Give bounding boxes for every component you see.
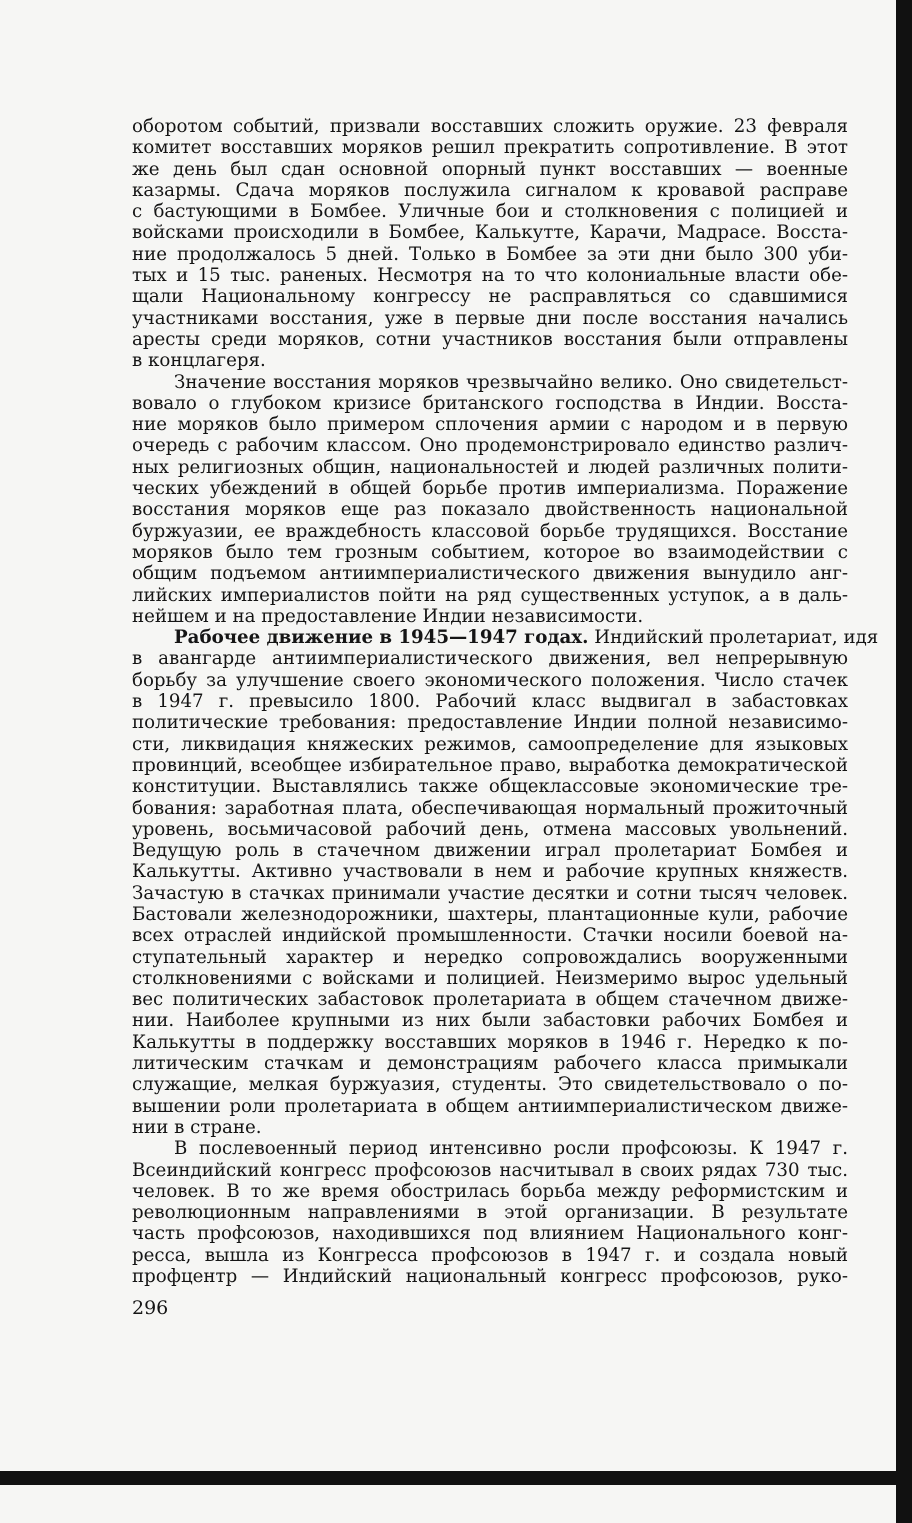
scan-border-bottom bbox=[0, 1471, 912, 1485]
text-line: В послевоенный период интенсивно росли профсоюзы. К 1947 г. bbox=[174, 1138, 848, 1160]
text-line: Ведущую роль в стачечном движении играл пролетариат Бомбея и bbox=[132, 840, 848, 862]
text-line: вес политических забастовок пролетариата в общем стачечном движе- bbox=[132, 989, 848, 1011]
text-line: вовало о глубоком кризисе британского господства в Индии. Восста- bbox=[132, 392, 848, 414]
text-line: оборотом событий, призвали восставших сложить оружие. 23 февраля bbox=[132, 116, 848, 137]
text-line: в авангарде антиимпериалистического движения, вел непрерывную bbox=[132, 648, 848, 670]
text-line: ние моряков было примером сплочения армии с народом и в первую bbox=[132, 414, 848, 436]
text-line: ческих убеждений в общей борьбе против империализма. Поражение bbox=[132, 478, 848, 500]
text-line: сти, ликвидация княжеских режимов, самоопределение для языковых bbox=[132, 733, 848, 755]
paragraph-2 bbox=[132, 372, 848, 628]
text-line: буржуазии, ее враждебность классовой борьбе трудящихся. Восстание bbox=[132, 520, 848, 542]
text-line: профцентр — Индийский национальный конгресс профсоюзов, руко- bbox=[132, 1266, 848, 1288]
text-line: Значение восстания моряков чрезвычайно велико. Оно свидетельст- bbox=[174, 371, 848, 393]
text-line: в концлагеря. bbox=[132, 350, 266, 372]
text-line: ступательный характер и нередко сопровождались вооруженными bbox=[132, 946, 848, 968]
text-line: человек. В то же время обострилась борьба между реформистским и bbox=[132, 1180, 848, 1202]
text-line: восстания моряков еще раз показало двойственность национальной bbox=[132, 499, 848, 521]
text-line: очередь с рабочим классом. Оно продемонстрировало единство различ- bbox=[132, 435, 848, 457]
text-line: провинций, всеобщее избирательное право, выработка демократической bbox=[132, 754, 848, 776]
text-line: войсками происходили в Бомбее, Калькутте, Карачи, Мадрасе. Восста- bbox=[132, 222, 848, 244]
text-line: ных религиозных общин, национальностей и людей различных полити- bbox=[132, 456, 848, 478]
text-line: щали Национальному конгрессу не расправляться со сдавшимися bbox=[132, 286, 848, 308]
text-line: комитет восставших моряков решил прекратить сопротивление. В этот bbox=[132, 137, 848, 159]
scan-border-right bbox=[896, 0, 912, 1523]
section-heading: Рабочее движение в 1945—1947 годах. bbox=[174, 627, 589, 649]
text-line: борьбу за улучшение своего экономического положения. Число стачек bbox=[132, 669, 848, 691]
text-line: Всеиндийский конгресс профсоюзов насчитывал в своих рядах 730 тыс. bbox=[132, 1159, 848, 1181]
text-line: нейшем и на предоставление Индии независимости. bbox=[132, 605, 644, 627]
paragraph-1 bbox=[132, 116, 848, 372]
text-line: участниками восстания, уже в первые дни после восстания начались bbox=[132, 307, 848, 329]
text-line: ресса, вышла из Конгресса профсоюзов в 1947 г. и создала новый bbox=[132, 1244, 848, 1266]
text-line: политические требования: предоставление Индии полной независимо- bbox=[132, 712, 848, 734]
body-text bbox=[132, 116, 879, 1288]
paragraph-4 bbox=[132, 1138, 848, 1287]
text-line: конституции. Выставлялись также общеклассовые экономические тре- bbox=[132, 776, 848, 798]
text-line: общим подъемом антиимпериалистического движения вынудило анг- bbox=[132, 563, 848, 585]
text-line: нии. Наиболее крупными из них были забастовки рабочих Бомбея и bbox=[132, 1010, 848, 1032]
heading-continuation: Индийский пролетариат, идя bbox=[588, 627, 879, 649]
text-line: Калькутты в поддержку восставших моряков в 1946 г. Нередко к по- bbox=[132, 1031, 848, 1053]
text-line: в 1947 г. превысило 1800. Рабочий класс выдвигал в забастовках bbox=[132, 691, 848, 713]
text-line: лийских империалистов пойти на ряд существенных уступок, а в даль- bbox=[132, 584, 848, 606]
text-line: казармы. Сдача моряков послужила сигналом к кровавой расправе bbox=[132, 179, 848, 201]
text-line: Зачастую в стачках принимали участие десятки и сотни тысяч человек. bbox=[132, 882, 848, 904]
text-line: вышении роли пролетариата в общем антиимпериалистическом движе- bbox=[132, 1095, 848, 1117]
text-line: уровень, восьмичасовой рабочий день, отмена массовых увольнений. bbox=[132, 818, 848, 840]
paragraph-3 bbox=[132, 627, 879, 1138]
text-line: революционным направлениями в этой организации. В результате bbox=[132, 1202, 848, 1224]
text-line: ние продолжалось 5 дней. Только в Бомбее за эти дни было 300 уби- bbox=[132, 243, 848, 265]
text-line: бования: заработная плата, обеспечивающая нормальный прожиточный bbox=[132, 797, 848, 819]
text-line: служащие, мелкая буржуазия, студенты. Это свидетельствовало о по- bbox=[132, 1074, 848, 1096]
text-line: нии в стране. bbox=[132, 1116, 262, 1138]
text-line: столкновениями с войсками и полицией. Неизмеримо вырос удельный bbox=[132, 967, 848, 989]
text-line: тых и 15 тыс. раненых. Несмотря на то что колониальные власти обе- bbox=[132, 265, 848, 287]
page-number: 296 bbox=[132, 1297, 169, 1319]
text-line: Бастовали железнодорожники, шахтеры, плантационные кули, рабочие bbox=[132, 903, 848, 925]
text-line: всех отраслей индийской промышленности. Стачки носили боевой на- bbox=[132, 925, 848, 947]
text-line: часть профсоюзов, находившихся под влиянием Национального конг- bbox=[132, 1223, 848, 1245]
text-line: литическим стачкам и демонстрациям рабочего класса примыкали bbox=[132, 1053, 848, 1075]
text-line: же день был сдан основной опорный пункт восставших — военные bbox=[132, 158, 848, 180]
text-line: моряков было тем грозным событием, которое во взаимодействии с bbox=[132, 541, 848, 563]
text-line: аресты среди моряков, сотни участников восстания были отправлены bbox=[132, 328, 848, 350]
text-line: Калькутты. Активно участвовали в нем и рабочие крупных княжеств. bbox=[132, 861, 848, 883]
text-line bbox=[132, 627, 879, 649]
text-line: с бастующими в Бомбее. Уличные бои и столкновения с полицией и bbox=[132, 201, 848, 223]
